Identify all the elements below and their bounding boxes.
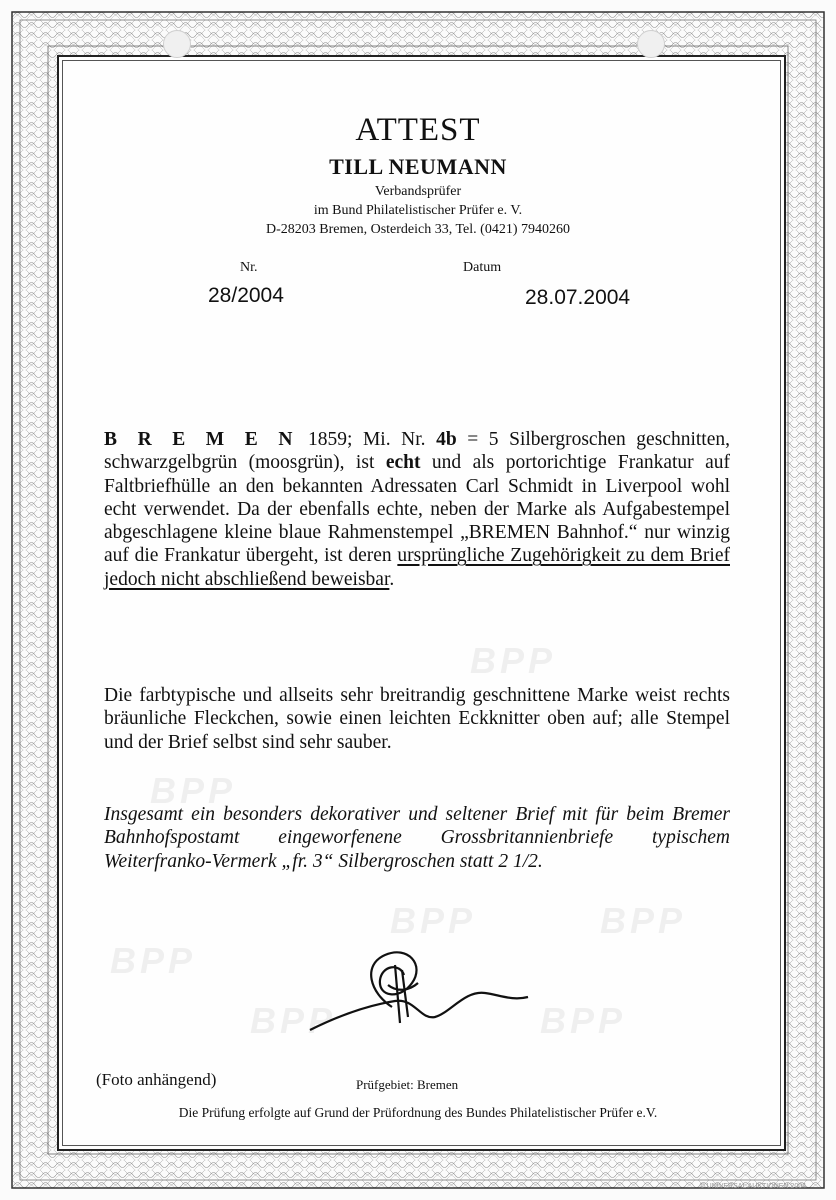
period: . — [389, 568, 395, 590]
bpp-watermark: BPP — [150, 770, 237, 811]
bpp-watermark: BPP — [250, 1000, 337, 1041]
body-text: und als portorichtige Frankatur auf Faltbriefhülle an den bekannten Adressaten Carl Schmidt in Liverpool wohl echt verwendet. Da der ebenfalls echte, neben der Marke als Aufgabestempel abgeschlagene kleine blaue Rahmenstempel „BREMEN Bahnhof.“ nur winzig auf die Frankatur übergeht, ist deren — [104, 452, 731, 567]
fineprint: © UNIVERSAL AUKTIONEN 2004 — [699, 1183, 806, 1190]
bpp-watermark: BPP — [390, 900, 477, 941]
body-text: = 5 Silbergroschen geschnitten, schwarzgelbgrün (moosgrün), ist — [104, 429, 730, 474]
datum-label: Datum — [463, 260, 502, 275]
certificate-title: ATTEST — [355, 112, 481, 148]
examination-area: Prüfgebiet: Bremen — [356, 1077, 459, 1092]
bpp-watermark: BPP — [470, 640, 557, 681]
description-paragraph-2 — [104, 684, 730, 754]
examiner-name: TILL NEUMANN — [329, 154, 507, 179]
nr-value: 28/2004 — [208, 284, 284, 307]
description-paragraph-3 — [104, 803, 730, 873]
bpp-watermark: BPP — [600, 900, 687, 941]
examination-statement: Die Prüfung erfolgte auf Grund der Prüfordnung des Bundes Philatelistischer Prüfer e.V. — [178, 1105, 658, 1120]
examiner-address: D-28203 Bremen, Osterdeich 33, Tel. (0421) 7940260 — [266, 222, 570, 237]
summary-text: Insgesamt ein besonders dekorativer und seltener Brief mit für beim Bremer Bahnhofspostamt eingeworfenene Grossbritannienbriefe typischem Weiterfranko-Vermerk „fr. 3“ Silbergroschen statt 2 1/2. — [104, 804, 730, 872]
bpp-watermark: BPP — [540, 1000, 627, 1041]
punch-hole-left — [163, 30, 191, 58]
bpp-watermark: BPP — [110, 940, 197, 981]
punch-hole-right — [637, 30, 665, 58]
year-text: 1859; Mi. Nr. — [297, 429, 437, 450]
examiner-signature — [300, 935, 530, 1045]
description-paragraph-1 — [104, 428, 730, 591]
genuine-marker: echt — [385, 452, 421, 474]
photo-note: (Foto anhängend) — [96, 1070, 217, 1089]
catalog-number: 4b — [436, 429, 457, 450]
datum-value: 28.07.2004 — [525, 286, 631, 309]
underlined-statement: ursprüngliche Zugehörigkeit zu dem Brief jedoch nicht abschließend beweisbar — [104, 545, 730, 590]
condition-text: Die farbtypische und allseits sehr breitrandig geschnittene Marke weist rechts bräunliche Fleckchen, sowie einen leichten Eckknitter oben auf; alle Stempel und der Brief selbst sind sehr sauber. — [104, 685, 730, 753]
association-name: im Bund Philatelistischer Prüfer e. V. — [313, 203, 523, 218]
bremen-heading: B R E M E N — [104, 429, 298, 450]
nr-label: Nr. — [240, 260, 258, 275]
examiner-role: Verbandsprüfer — [374, 184, 462, 199]
